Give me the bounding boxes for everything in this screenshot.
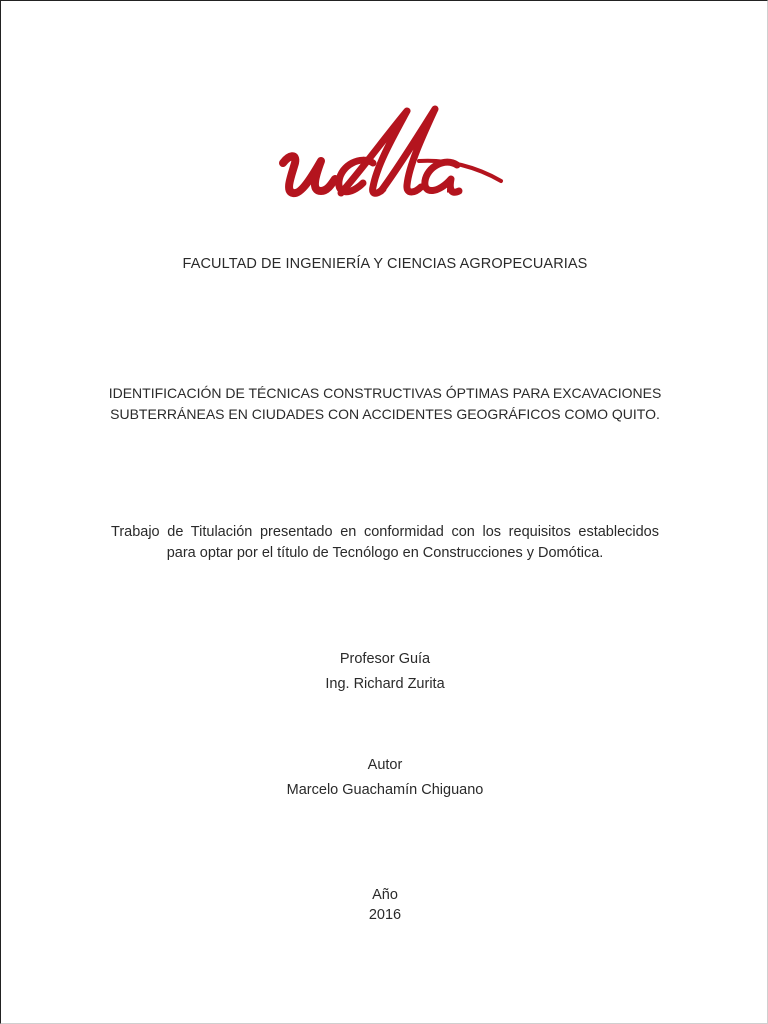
author-block (1, 753, 768, 803)
udla-logo-icon (269, 101, 505, 205)
thesis-title-line-1: IDENTIFICACIÓN DE TÉCNICAS CONSTRUCTIVAS ÓPTIMAS PARA EXCAVACIONES (108, 385, 662, 401)
thesis-purpose-line-1: Trabajo de Titulación presentado en conformidad con los requisitos establecidos (111, 524, 659, 540)
author-name: Marcelo Guachamín Chiguano (286, 782, 484, 798)
thesis-title-line-2: SUBTERRÁNEAS EN CIUDADES CON ACCIDENTES GEOGRÁFICOS COMO QUITO. (110, 406, 660, 422)
advisor-label: Profesor Guía (339, 651, 431, 667)
year-label: Año (372, 887, 398, 903)
year-block (1, 885, 768, 925)
thesis-purpose (111, 522, 659, 564)
university-logo (269, 101, 505, 205)
advisor-block (1, 647, 768, 697)
author-label: Autor (367, 757, 403, 773)
advisor-name: Ing. Richard Zurita (325, 676, 445, 692)
thesis-purpose-line-2: para optar por el título de Tecnólogo en Construcciones y Domótica. (166, 545, 604, 561)
faculty-name: FACULTAD DE INGENIERÍA Y CIENCIAS AGROPECUARIAS (182, 256, 588, 272)
year-value: 2016 (368, 907, 402, 923)
thesis-title (1, 383, 768, 425)
